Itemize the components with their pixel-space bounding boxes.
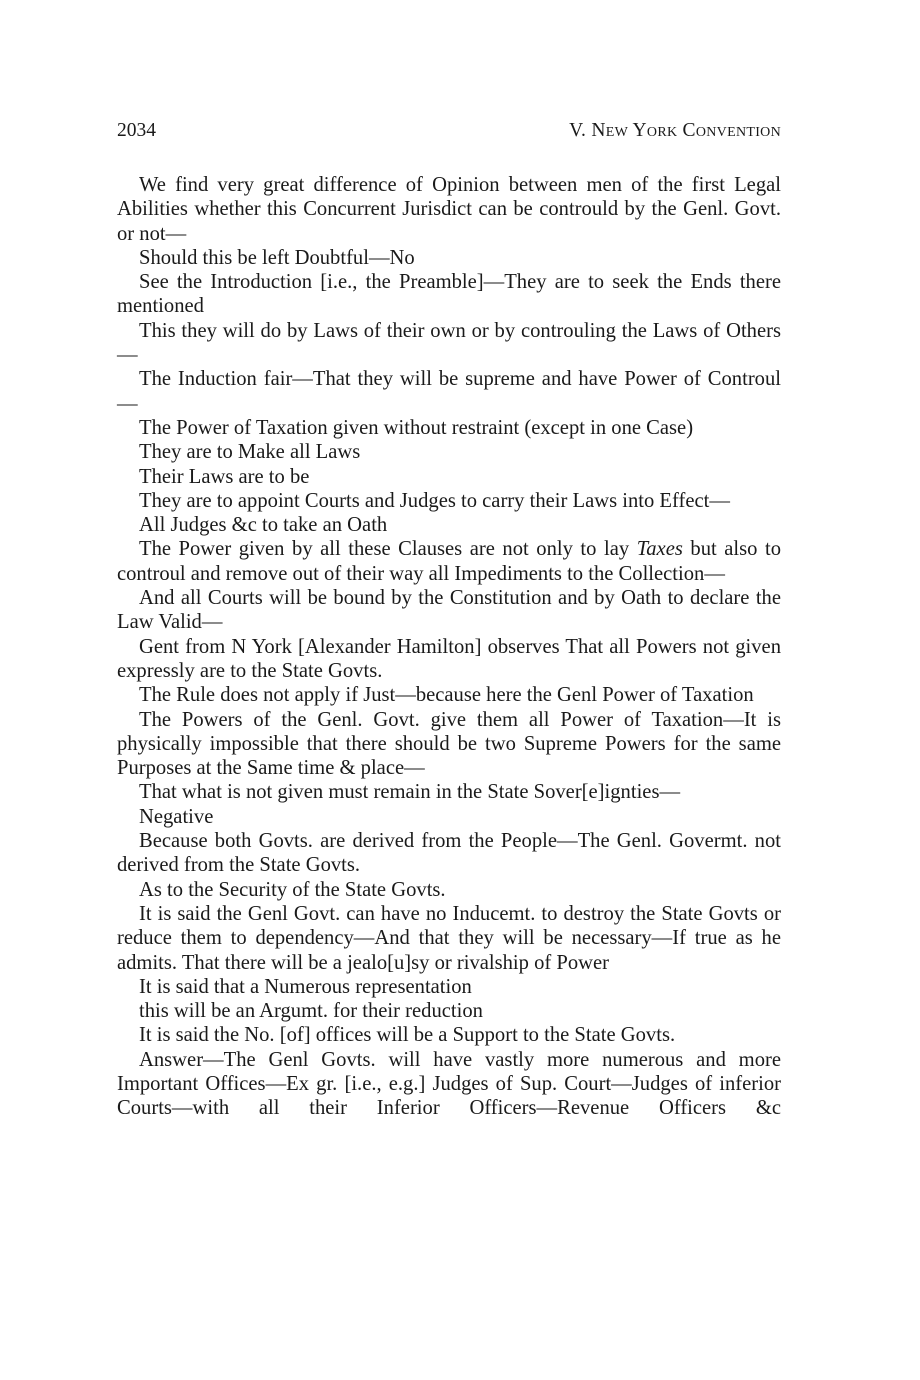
running-title: V. New York Convention: [569, 120, 781, 141]
paragraph: That what is not given must remain in the State Sover[e]ignties—: [139, 781, 681, 804]
paragraph-italic-text: Taxes: [636, 538, 683, 561]
paragraph: Their Laws are to be: [139, 465, 310, 488]
paragraph: As to the Security of the State Govts.: [139, 878, 446, 901]
paragraph: They are to appoint Courts and Judges to carry their Laws into Effect—: [139, 489, 730, 512]
paragraph: And all Courts will be bound by the Constitution and by Oath to declare the Law Valid—: [117, 587, 781, 634]
paragraph: Should this be left Doubtful—No: [139, 246, 415, 269]
paragraph-text: but also to controul and remove out of their way all Impediments to the Collection—: [117, 538, 781, 585]
paragraph: The Induction fair—That they will be supreme and have Power of Controul—: [117, 368, 781, 415]
paragraph: The Powers of the Genl. Govt. give them all Power of Taxation—It is physically impossible that there should be two Supreme Powers for the same Purposes at the Same time & place—: [117, 708, 781, 780]
paragraph: Because both Govts. are derived from the People—The Genl. Govermt. not derived from the State Govts.: [117, 830, 781, 877]
paragraph: See the Introduction [i.e., the Preamble]—They are to seek the Ends there mentioned: [117, 271, 781, 318]
paragraph: The Rule does not apply if Just—because here the Genl Power of Taxation: [139, 684, 754, 707]
body-text: [117, 173, 781, 1121]
paragraph: We find very great difference of Opinion between men of the first Legal Abilities whether this Concurrent Jurisdict can be contrould by the Genl. Govt. or not—: [117, 174, 781, 245]
paragraph: Negative: [139, 805, 214, 828]
paragraph: [117, 537, 781, 586]
paragraph: They are to Make all Laws: [139, 441, 361, 464]
paragraph: All Judges &c to take an Oath: [139, 514, 388, 537]
running-head: [117, 118, 781, 144]
page: [117, 118, 781, 1121]
paragraph-text: The Power given by all these Clauses are not only to lay: [139, 538, 637, 561]
paragraph: The Power of Taxation given without restraint (except in one Case): [139, 416, 694, 439]
paragraph: This they will do by Laws of their own or by controuling the Laws of Others—: [117, 319, 781, 367]
paragraph: It is said the Genl Govt. can have no Inducemt. to destroy the State Govts or reduce them to dependency—And that they will be necessary—If true as he admits. That there will be a jealo[u]sy or rivalship of Power: [117, 902, 781, 974]
paragraph: It is said the No. [of] offices will be a Support to the State Govts.: [139, 1024, 676, 1047]
paragraph: Answer—The Genl Govts. will have vastly more numerous and more Important Offices—Ex gr. [i.e., e.g.] Judges of Sup. Court—Judges of inferior Courts—with all their Inferior Officers—Revenue Officers &c: [117, 1048, 781, 1120]
paragraph: this will be an Argumt. for their reduction: [139, 1000, 483, 1023]
page-number: 2034: [117, 120, 156, 141]
paragraph: It is said that a Numerous representation: [139, 975, 472, 998]
paragraph: Gent from N York [Alexander Hamilton] observes That all Powers not given expressly are to the State Govts.: [117, 635, 781, 682]
